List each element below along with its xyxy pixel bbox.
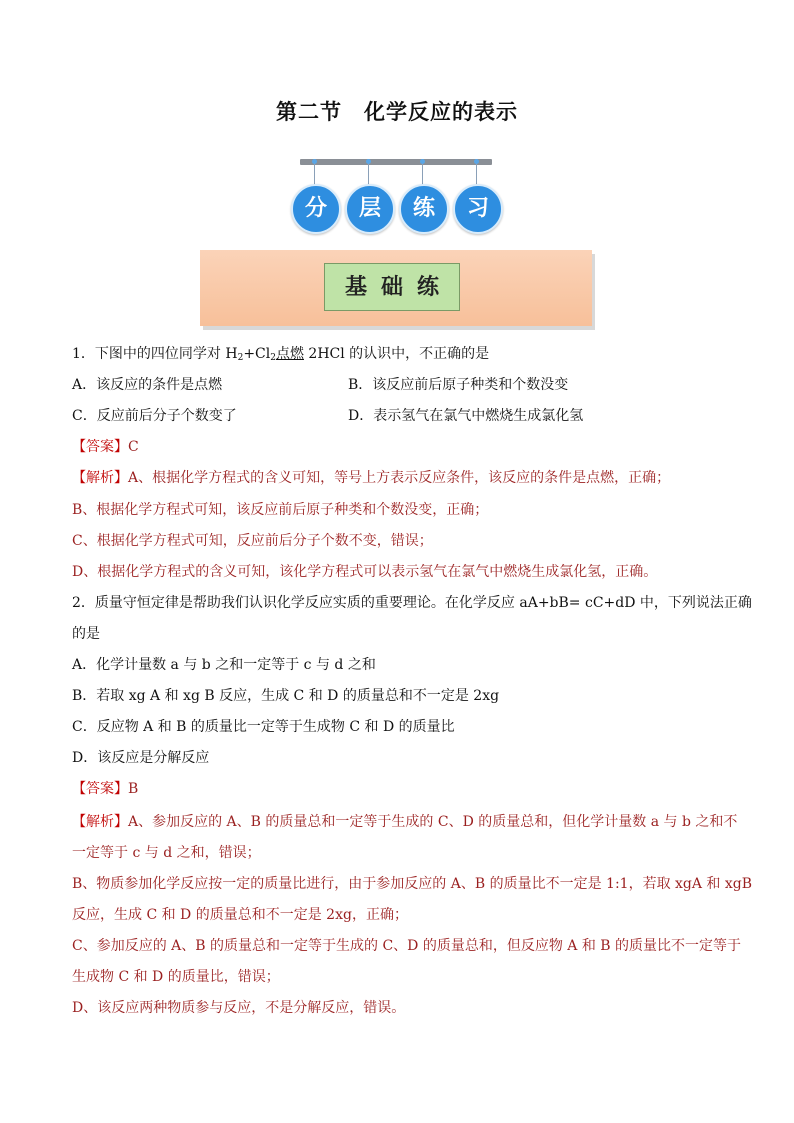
q1-stem-text: +Cl — [243, 346, 271, 362]
banner-char-fen: 分 — [291, 184, 341, 234]
q1-stem — [72, 344, 489, 368]
analysis-tag: 【解析】 — [72, 814, 128, 830]
answer-value: C — [128, 439, 139, 455]
q2-analysis-d: D、该反应两种物质参与反应，不是分解反应，错误。 — [72, 1000, 406, 1016]
banner-dot — [312, 159, 317, 164]
answer-value: B — [128, 781, 139, 797]
banner-dot — [474, 159, 479, 164]
q1-condition: 点燃 — [275, 346, 304, 362]
answer-tag: 【答案】 — [72, 439, 128, 455]
q1-analysis-b: B、根据化学方程式可知，该反应前后原子种类和个数没变，正确； — [72, 502, 489, 518]
banner-char-xi: 习 — [453, 184, 503, 234]
banner-char-lian: 练 — [399, 184, 449, 234]
q2-analysis-b-cont: 反应，生成 C 和 D 的质量总和不一定是 2xg，正确； — [72, 907, 408, 923]
section-label: 基础练 — [324, 263, 460, 311]
analysis-text: A、根据化学方程式的含义可知，等号上方表示反应条件，该反应的条件是点燃，正确； — [128, 470, 671, 486]
q1-option-d: D．表示氢气在氯气中燃烧生成氯化氢 — [348, 408, 584, 424]
q1-analysis-c: C、根据化学方程式可知，反应前后分子个数不变，错误； — [72, 533, 433, 549]
q2-option-a: A．化学计量数 a 与 b 之和一定等于 c 与 d 之和 — [72, 657, 376, 673]
practice-banner — [288, 156, 508, 236]
q2-option-b: B．若取 xg A 和 xg B 反应，生成 C 和 D 的质量总和不一定是 2xg — [72, 688, 500, 704]
banner-dot — [366, 159, 371, 164]
q2-option-c: C．反应物 A 和 B 的质量比一定等于生成物 C 和 D 的质量比 — [72, 719, 455, 735]
analysis-text: A、参加反应的 A、B 的质量总和一定等于生成的 C、D 的质量总和，但化学计量数 a 与 b 之和不 — [128, 814, 738, 830]
q2-analysis-c: C、参加反应的 A、B 的质量总和一定等于生成的 C、D 的质量总和，但反应物 A 和 B 的质量比不一定等于 — [72, 938, 742, 954]
q1-option-b: B．该反应前后原子种类和个数没变 — [348, 377, 569, 393]
q2-stem-cont: 的是 — [72, 626, 100, 642]
q2-analysis-a-cont: 一定等于 c 与 d 之和，错误； — [72, 845, 261, 861]
banner-dot — [420, 159, 425, 164]
q1-option-c: C．反应前后分子个数变了 — [72, 408, 237, 424]
q1-sub: 2 — [237, 353, 244, 363]
q1-analysis-a — [72, 468, 670, 488]
q2-option-d: D．该反应是分解反应 — [72, 750, 210, 766]
q2-answer — [72, 779, 138, 799]
banner-bar — [300, 159, 492, 165]
q1-sub: 2 — [270, 353, 276, 363]
q1-stem-text: 1．下图中的四位同学对 H — [72, 346, 238, 362]
analysis-tag: 【解析】 — [72, 470, 128, 486]
banner-char-ceng: 层 — [345, 184, 395, 234]
answer-tag: 【答案】 — [72, 781, 128, 797]
page-title: 第二节 化学反应的表示 — [276, 100, 518, 124]
q1-stem-text: 2HCl 的认识中，不正确的是 — [303, 346, 490, 362]
q2-analysis-c-cont: 生成物 C 和 D 的质量比，错误； — [72, 969, 280, 985]
q2-analysis-a — [72, 812, 737, 832]
q1-option-a: A．该反应的条件是点燃 — [72, 377, 223, 393]
section-header-box — [200, 250, 592, 326]
q2-analysis-b: B、物质参加化学反应按一定的质量比进行，由于参加反应的 A、B 的质量比不一定是 1:1，若取 xgA 和 xgB — [72, 876, 753, 892]
q2-stem: 2．质量守恒定律是帮助我们认识化学反应实质的重要理论。在化学反应 aA+bB= cC+dD 中，下列说法正确 — [72, 595, 752, 611]
q1-answer — [72, 437, 139, 457]
q1-analysis-d: D、根据化学方程式的含义可知，该化学方程式可以表示氢气在氯气中燃烧生成氯化氢，正确。 — [72, 564, 658, 580]
